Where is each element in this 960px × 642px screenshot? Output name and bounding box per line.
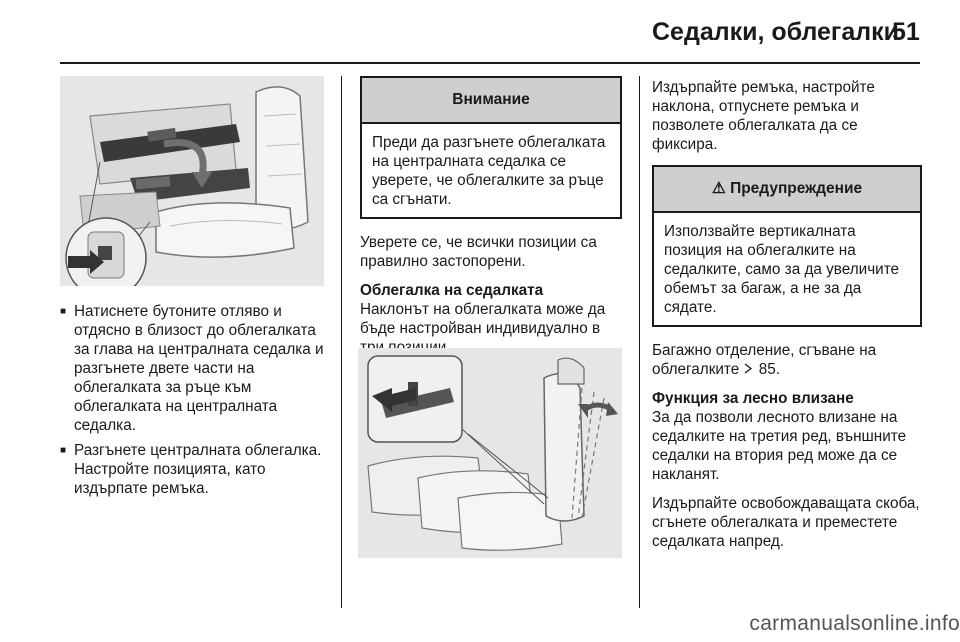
page-ref-icon <box>744 360 755 379</box>
seatback-drawing <box>358 348 622 558</box>
instruction-list <box>60 302 330 498</box>
column-divider-1 <box>341 76 342 608</box>
check-text: Уверете се, че всички позиции са правилно застопорени. <box>360 234 597 270</box>
page-title: Седалки, облегалки <box>652 18 900 46</box>
caution-box <box>360 76 622 219</box>
column-1 <box>60 302 330 504</box>
cargo-reference <box>652 341 922 379</box>
easy-entry-heading: Функция за лесно влизане <box>652 390 854 407</box>
column-3 <box>652 78 922 551</box>
warning-box <box>652 165 922 327</box>
warning-icon: ⚠ <box>711 180 726 197</box>
cargo-reference-page[interactable]: 85. <box>758 361 781 378</box>
instruction-item-1: ■ Натиснете бутоните отляво и отдясно в близост до облегалката за глава на централната седалка и разгънете двете части на облегалката за ръце към облегалката на централната седалка. <box>60 302 330 435</box>
cargo-reference-text: Багажно отделение, сгъване на облегалките <box>652 342 877 378</box>
warning-header <box>654 167 920 213</box>
instruction-item-2: ■ Разгънете централната облегалка. Настройте позицията, като издърпате ремъка. <box>60 441 330 498</box>
caution-title: Внимание <box>362 78 620 124</box>
easy-entry-text: За да позволи лесното влизане на седалките на третия ред, външните седалки на втория ред може да се накланят. <box>652 409 907 483</box>
warning-title: Предупреждение <box>730 180 863 197</box>
warning-text: Използвайте вертикалната позиция на облегалките на седалките, само за да увеличите обемът за багаж, а не за да сядате. <box>664 223 900 316</box>
seatback-illustration <box>358 348 622 558</box>
seatback-text: Наклонът на облегалката може да бъде настройван индивидуално в <box>360 301 606 337</box>
column-divider-2 <box>639 76 640 608</box>
armrest-drawing <box>60 76 324 286</box>
seatback-heading: Облегалка на седалката <box>360 282 544 299</box>
release-text: Издърпайте освобождаващата скоба, сгънете облегалката и преместете седалката напред. <box>652 495 920 550</box>
watermark: carmanualsonline.info <box>749 612 960 635</box>
strap-instruction: Издърпайте ремъка, настройте наклона, отпуснете ремъка и позволете облегалката да се фиксира. <box>652 79 875 153</box>
caution-text: Преди да разгънете облегалката на централната седалка се уверете, че облегалките за ръце са сгънати. <box>372 134 606 208</box>
header-divider <box>60 62 920 64</box>
page-number: 51 <box>892 18 920 46</box>
armrest-illustration <box>60 76 324 286</box>
column-2 <box>360 76 622 357</box>
